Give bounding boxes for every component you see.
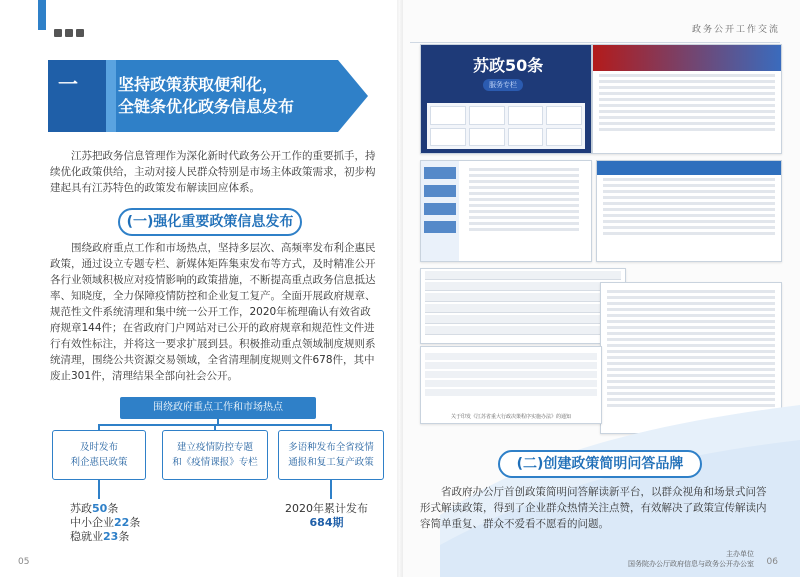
stats-right: 2020年累计发布 684期 (285, 502, 368, 529)
policy-table-header (597, 161, 781, 175)
tree-box-policies: 及时发布 利企惠民政策 (52, 430, 146, 480)
subsection2-title: (二)创建政策简明问答品牌 (498, 450, 702, 478)
header-divider (410, 42, 780, 43)
screenshot-gov-portal (592, 44, 782, 154)
section-title-line2: 全链条优化政务信息发布 (118, 97, 295, 116)
subsection1-title: (一)强化重要政策信息发布 (118, 208, 302, 236)
subsection1-paragraph: 围绕政府重点工作和市场热点，坚持多层次、高频率发布利企惠民政策，通过设立专题专栏、新媒体矩阵集束发布等方式，及时精准公开各行业领域积极应对疫情影响的政策措施，不断提高重点政务信息抵达率、知晓度，全力保障疫情防控和企业复工复产。全面开展政府规章、规范性文件系统清理和集中统一公开工作，2020年梳理确认有效省政府规章144件；在省政府门户网站对已公开的政府规章和规范性文件进行有效性标注，并将这一要求扩展到县。积极推动重点领域制度规则系统清理，围绕公共资源交易领域，全省清理制度规则文件678件，其中废止301件，清理结果全部向社会公开。 (50, 242, 376, 382)
doc-list-rows (601, 283, 781, 407)
book-spine (397, 0, 403, 577)
section-number: 一 (58, 72, 78, 96)
tree-box-multilingual: 多语种发布全省疫情 通报和复工复产政策 (278, 430, 384, 480)
intro-paragraph: 江苏把政务信息管理作为深化新时代政务公开工作的重要抓手，持续优化政策供给，主动对接人民群众特别是市场主体政策需求，初步构建起具有江苏特色的政策发布解读回应体系。 (50, 150, 376, 194)
tree-root: 围绕政府重点工作和市场热点 (120, 397, 316, 419)
policy-table-rows (597, 178, 781, 235)
portal-rows (593, 74, 781, 131)
section-title-line1: 坚持政策获取便利化， (118, 75, 279, 94)
running-header: 政务公开工作交流 (691, 25, 780, 35)
subsection2-paragraph: 省政府办公厅首创政策简明问答解读新平台，以群众视角和场景式问答形式解读政策，得到了企业群众热情关注点赞，有效解决了政策宣传解读内容简单重复、群众不爱看不愿看的问题。 (420, 486, 767, 530)
footer-sponsor: 主办单位 国务院办公厅政府信息与政务公开办公室 (628, 550, 754, 568)
tree-connector (98, 479, 100, 499)
page-number-left: 05 (18, 557, 30, 567)
page-number-right: 06 (766, 557, 778, 567)
decorative-dots (54, 29, 84, 37)
screenshot-su50-banner (420, 44, 592, 154)
tree-box-epidemic-column: 建立疫情防控专题 和《疫情课报》专栏 (162, 430, 268, 480)
portal-header (593, 45, 781, 71)
policy-list-rows (463, 165, 585, 234)
section-title (118, 74, 358, 118)
top-accent-bar (38, 0, 46, 30)
su50-tiles (427, 103, 585, 149)
screenshot-doc-metadata (420, 268, 626, 344)
screenshot-policy-list (420, 160, 592, 262)
stats-left: 苏政50条 中小企业22条 稳就业23条 (70, 502, 141, 543)
doc-caption: 关于印发《江苏省重大行政决策程序实施办法》的通知 (450, 414, 571, 420)
su50-title: 苏政50条 (473, 56, 544, 75)
tree-connector (330, 479, 332, 499)
policy-list-sidebar (421, 161, 459, 261)
su50-subtitle: 服务专栏 (483, 79, 523, 91)
screenshot-policy-table (596, 160, 782, 262)
